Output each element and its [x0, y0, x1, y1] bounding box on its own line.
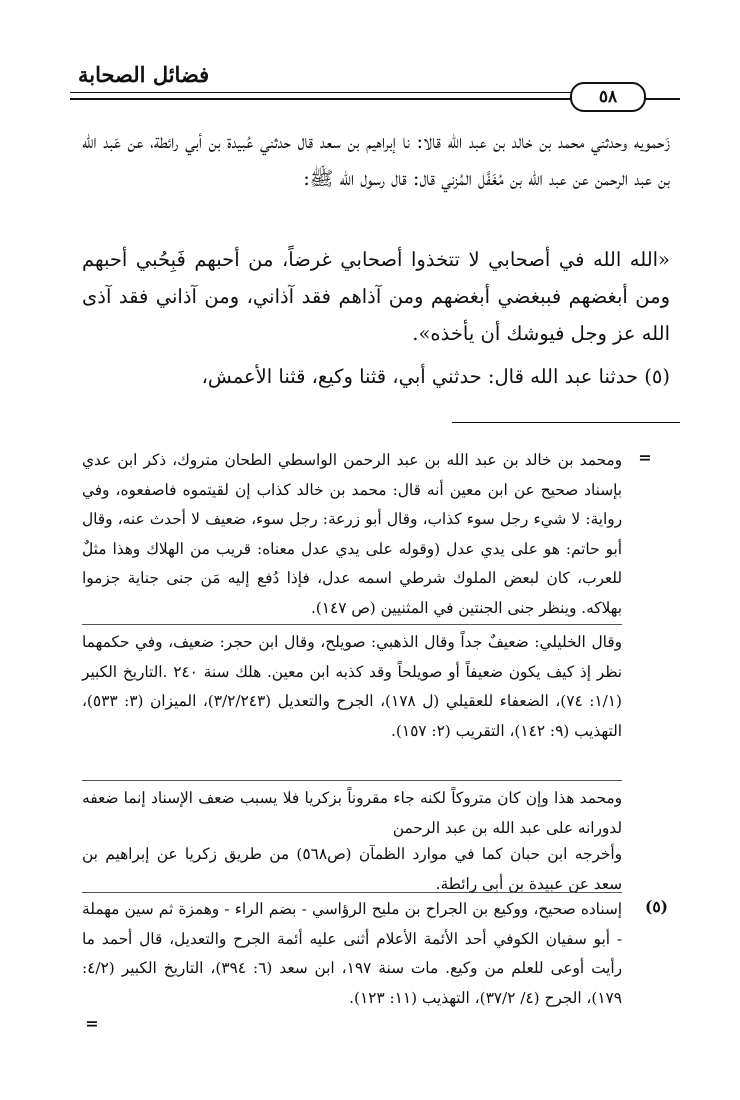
footnote-text: ومحمد بن خالد بن عبد الله بن عبد الرحمن الواسطي الطحان متروك، ذكر ابن عدي بإسناد صحيح عن ابن معين أنه قال: محمد بن خالد كذاب إن لقيتموه فاصفعوه، وفي رواية: لا شيء رجل سوء كذاب، وقال أبو زرعة: رجل سوء، ضعيف لا أحدث عنه، وقال أبو حاتم: هو على يدي عدل (وقوله على يدي عدل معناه: قريب من الهلاك وهذا مثلٌ للعرب، كان لبعض الملوك شرطي اسمه عدل، فإذا دُفع إليه مَن جنى جناية جزموا بهلاكه. وينظر جنى الجنتين في المثنيين (ص ١٤٧).	[82, 451, 622, 617]
footnote-block-5	[82, 895, 622, 1013]
footnote-number: (٥)	[644, 897, 668, 916]
footnote-block-2	[82, 628, 622, 746]
footnote-divider	[82, 624, 622, 625]
footnote-text: وقال الخليلي: ضعيفٌ جداً وقال الذهبي: صويلح، وقال ابن حجر: ضعيف، وفي حكمهما نظر إذ كيف يكون ضعيفاً أو صويلحاً وقد كذبه ابن معين. هلك سنة ٢٤٠ .التاريخ الكبير (١/١: ٧٤)، الضعفاء للعقيلي (ل ١٧٨)، الجرح والتعديل (٣/٢/٢٤٣)، الميزان (٣: ٥٣٣)، التهذيب (٩: ١٤٢)، التقريب (٢: ١٥٧).	[82, 633, 622, 740]
page-number: ٥٨	[570, 82, 646, 112]
hadith-text: «الله الله في أصحابي لا تتخذوا أصحابي غرضاً، من أحبهم فَبِحُبي أحبهم ومن أبغضهم فببغضي أبغضهم ومن آذاهم فقد آذاني، ومن آذاني فقد آذى الله عز وجل فيوشك أن يأخذه».	[82, 248, 670, 345]
isnad-text: زَحمويه وحدثني محمد بن خالد بن عبد الله قالا: نا إبراهيم بن سعد قال حدثني عُبيدة بن أبي رائطة، عن عَبد الله بن عبد الرحمن عن عبد الله بن مُغَفَّل المُزني قال: قال رسول الله ﷺ:	[82, 130, 670, 190]
footnote-text: وأخرجه ابن حبان كما في موارد الظمآن (ص٥٦٨) من طريق زكريا عن إبراهيم بن سعد عن عبيدة بن أبي رائطة.	[82, 845, 622, 893]
main-text-paragraph-2	[82, 241, 670, 352]
footnote-block-1	[82, 446, 622, 623]
footnote-text: إسناده صحيح، ووكيع بن الجراح بن مليح الرؤاسي - بضم الراء - وهمزة ثم سين مهملة - أبو سفيان الكوفي أحد الأئمة الأعلام أثنى عليه أئمة الجرح والتعديل، قال أحمد ما رأيت أوعى للعلم من وكيع. مات سنة ١٩٧، ابن سعد (٦: ٣٩٤)، التاريخ الكبير (٤/٢: ١٧٩)، الجرح (٤/ ٣٧/٢)، التهذيب (١١: ١٢٣).	[82, 900, 622, 1007]
footnote-end-mark: =	[85, 1014, 99, 1033]
footnote-text: ومحمد هذا وإن كان متروكاً لكنه جاء مقروناً بزكريا فلا يسبب ضعف الإسناد إنما ضعفه لدورانه على عبد الله بن عبد الرحمن	[82, 789, 622, 837]
next-hadith-start: (٥) حدثنا عبد الله قال: حدثني أبي، قثنا وكيع، قثنا الأعمش،	[201, 365, 670, 388]
header-rule-inner	[70, 92, 590, 93]
footnote-block-3	[82, 784, 622, 843]
footnote-separator	[452, 422, 680, 423]
footnote-block-4	[82, 840, 622, 899]
page-header	[70, 58, 680, 108]
footnote-divider	[82, 892, 622, 893]
footnote-divider	[82, 780, 622, 781]
footnote-continuation-mark: =	[638, 448, 652, 467]
main-text-paragraph-3	[82, 358, 670, 395]
running-title: فضائل الصحابة	[78, 62, 210, 87]
main-text-paragraph-1	[82, 123, 670, 197]
